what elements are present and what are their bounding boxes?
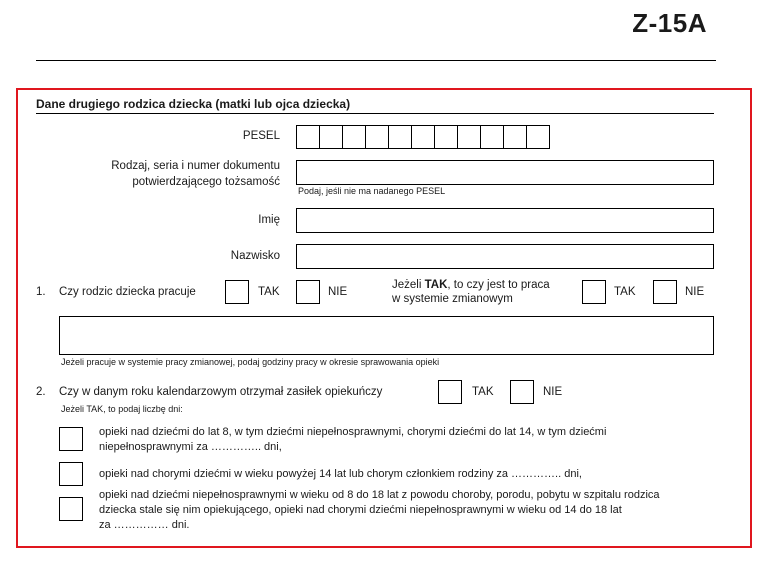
q2-option-1-text bbox=[99, 425, 719, 455]
q2-option-2-text bbox=[99, 467, 719, 482]
q1-no-label: NIE bbox=[328, 286, 348, 298]
pesel-digit[interactable] bbox=[411, 125, 435, 149]
shift-question bbox=[392, 278, 550, 306]
document-label bbox=[60, 158, 280, 190]
document-hint: Podaj, jeśli nie ma nadanego PESEL bbox=[298, 186, 446, 196]
pesel-digit[interactable] bbox=[342, 125, 366, 149]
q2-option-1-checkbox[interactable] bbox=[59, 427, 83, 451]
pesel-digit[interactable] bbox=[480, 125, 504, 149]
q2-yes-label: TAK bbox=[472, 386, 494, 398]
q1-question: Czy rodzic dziecka pracuje bbox=[59, 286, 196, 298]
last-name-field[interactable] bbox=[296, 244, 714, 269]
header-divider bbox=[36, 60, 716, 61]
section-title: Dane drugiego rodzica dziecka (matki lub ojca dziecka) bbox=[36, 97, 351, 111]
q1-yes-label: TAK bbox=[258, 286, 280, 298]
form-code: Z-15A bbox=[632, 8, 707, 38]
pesel-digit[interactable] bbox=[388, 125, 412, 149]
pesel-digit[interactable] bbox=[365, 125, 389, 149]
shift-bold: TAK bbox=[424, 279, 448, 291]
q2-question: Czy w danym roku kalendarzowym otrzymał zasiłek opiekuńczy bbox=[59, 386, 383, 398]
shift-line2: w systemie zmianowym bbox=[392, 293, 513, 305]
pesel-digit[interactable] bbox=[319, 125, 343, 149]
q2-yes-checkbox[interactable] bbox=[438, 380, 462, 404]
shift-no-label: NIE bbox=[685, 286, 705, 298]
document-label-line1: Rodzaj, seria i numer dokumentu bbox=[111, 160, 280, 172]
first-name-label: Imię bbox=[258, 214, 280, 226]
q1-no-checkbox[interactable] bbox=[296, 280, 320, 304]
q2-no-label: NIE bbox=[543, 386, 563, 398]
pesel-digit[interactable] bbox=[503, 125, 527, 149]
q2-option-3-line2: dziecka stale się nim opiekującego, opieki nad chorymi dziećmi niepełnosprawnymi w wieku od 14 do 18 lat bbox=[99, 504, 622, 516]
shift-yes-checkbox[interactable] bbox=[582, 280, 606, 304]
section-title-underline bbox=[36, 113, 714, 114]
last-name-label: Nazwisko bbox=[230, 250, 280, 262]
pesel-digit[interactable] bbox=[526, 125, 550, 149]
shift-yes-label: TAK bbox=[614, 286, 636, 298]
q2-no-checkbox[interactable] bbox=[510, 380, 534, 404]
pesel-digit[interactable] bbox=[434, 125, 458, 149]
q2-option-2-checkbox[interactable] bbox=[59, 462, 83, 486]
document-field[interactable] bbox=[296, 160, 714, 185]
pesel-digit[interactable] bbox=[296, 125, 320, 149]
shift-no-checkbox[interactable] bbox=[653, 280, 677, 304]
q2-number: 2. bbox=[36, 386, 46, 398]
pesel-digit[interactable] bbox=[457, 125, 481, 149]
q1-yes-checkbox[interactable] bbox=[225, 280, 249, 304]
q2-option-3-line3: za …………… dni. bbox=[99, 519, 190, 531]
first-name-field[interactable] bbox=[296, 208, 714, 233]
work-hours-hint: Jeżeli pracuje w systemie pracy zmianowej, podaj godziny pracy w okresie sprawowania opieki bbox=[61, 357, 440, 367]
shift-prefix: Jeżeli bbox=[392, 279, 425, 291]
q2-option-3-line1: opieki nad dziećmi niepełnosprawnymi w wieku od 8 do 18 lat z powodu choroby, porodu, pobytu w szpitalu rodzica bbox=[99, 489, 660, 501]
q2-option-3-checkbox[interactable] bbox=[59, 497, 83, 521]
q2-days-hint: Jeżeli TAK, to podaj liczbę dni: bbox=[61, 404, 183, 414]
q1-number: 1. bbox=[36, 286, 46, 298]
q2-option-3-text bbox=[99, 488, 719, 533]
work-hours-field[interactable] bbox=[59, 316, 714, 355]
q2-option-1-line1: opieki nad dziećmi do lat 8, w tym dziećmi niepełnosprawnymi, chorymi dziećmi do lat 14, w tym dziećmi bbox=[99, 426, 607, 438]
pesel-input[interactable] bbox=[296, 125, 550, 149]
q2-option-2-line1: opieki nad chorymi dziećmi w wieku powyżej 14 lat lub chorym członkiem rodziny za ………….. dni, bbox=[99, 468, 582, 480]
q2-option-1-line2: niepełnosprawnymi za ………….. dni, bbox=[99, 441, 282, 453]
document-label-line2: potwierdzającego tożsamość bbox=[132, 176, 280, 188]
shift-suffix: , to czy jest to praca bbox=[447, 279, 550, 291]
pesel-label: PESEL bbox=[242, 130, 280, 142]
